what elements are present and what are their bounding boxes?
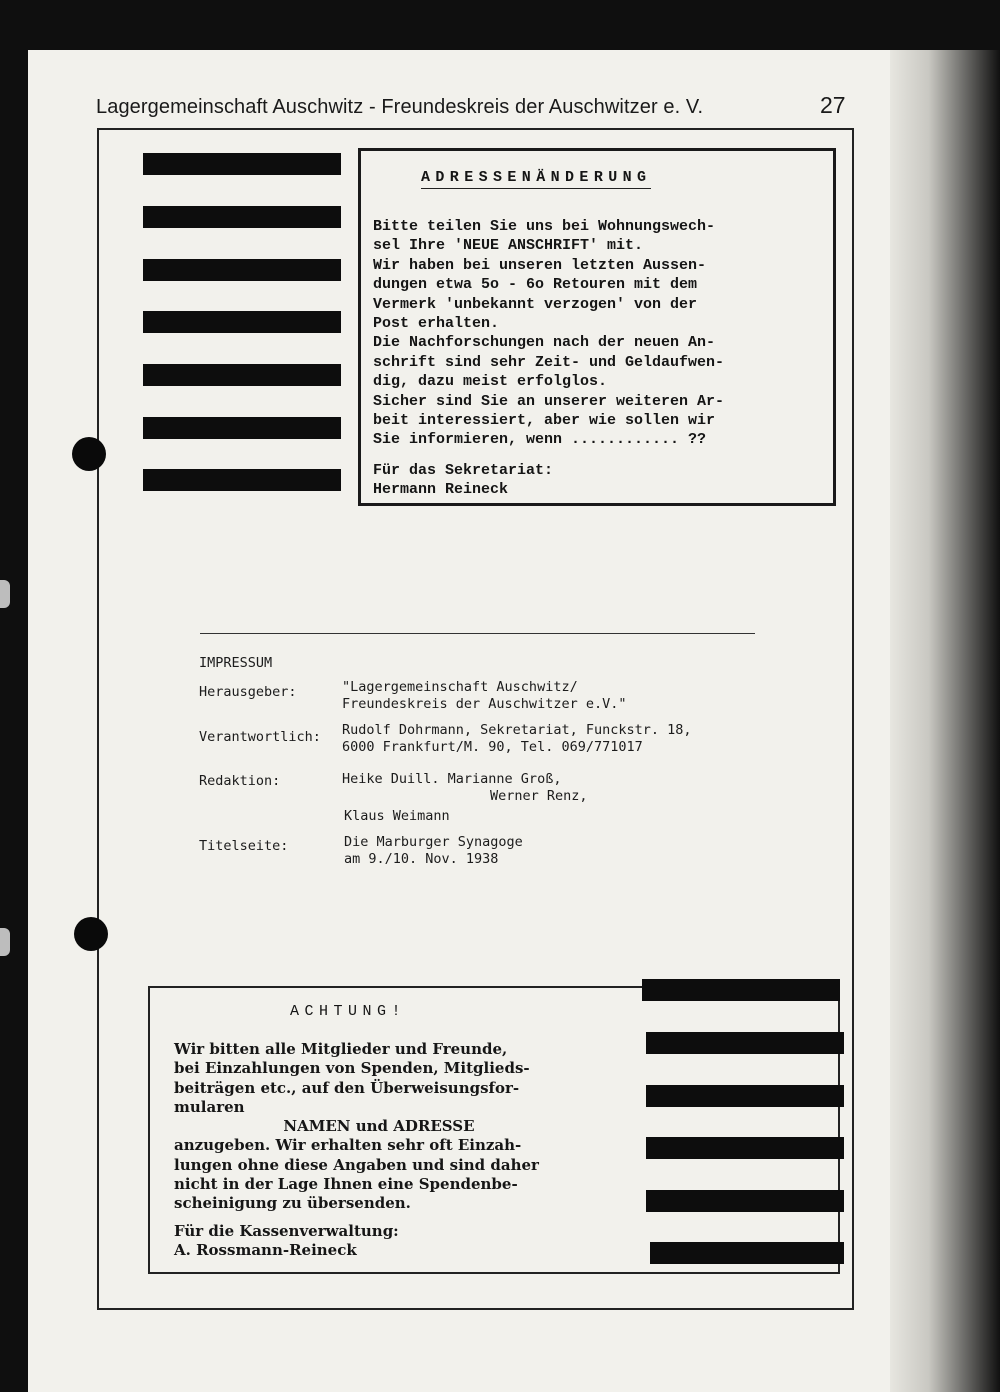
text-line: beit interessiert, aber wie sollen wir xyxy=(373,411,716,429)
redaction-bar xyxy=(642,979,840,1001)
publisher-value: Freundeskreis der Auschwitzer e.V." xyxy=(342,696,627,712)
redaction-bar xyxy=(143,364,341,386)
redaction-bar xyxy=(143,259,341,281)
notice-text xyxy=(174,1040,644,1260)
text-line: mularen xyxy=(174,1097,245,1116)
binder-tab xyxy=(0,928,10,956)
text-line: Die Nachforschungen nach der neuen An- xyxy=(373,334,716,352)
running-header: Lagergemeinschaft Auschwitz - Freundeskreis der Auschwitzer e. V. xyxy=(96,96,704,118)
text-line: dig, dazu meist erfolglos. xyxy=(373,373,608,391)
page-edge xyxy=(890,50,1000,1392)
address-change-text xyxy=(373,217,828,450)
text-line: bei Einzahlungen von Spenden, Mitglieds- xyxy=(174,1059,530,1078)
text-line: sel Ihre 'NEUE ANSCHRIFT' mit. xyxy=(373,237,644,255)
editorial-value: Werner Renz, xyxy=(490,788,588,804)
redaction-bar xyxy=(646,1032,844,1054)
page-number: 27 xyxy=(820,92,846,118)
text-line: Bitte teilen Sie uns bei Wohnungswech- xyxy=(373,218,716,235)
signature-name: A. Rossmann-Reineck xyxy=(174,1240,357,1259)
redaction-bar xyxy=(143,206,341,228)
punch-hole xyxy=(72,437,106,471)
publisher-label: Herausgeber: xyxy=(199,684,297,700)
redaction-bar xyxy=(143,417,341,439)
text-line: Sicher sind Sie an unserer weiteren Ar- xyxy=(373,392,725,410)
text-line: lungen ohne diese Angaben und sind daher xyxy=(174,1155,539,1174)
signature-name: Hermann Reineck xyxy=(373,481,509,498)
text-line: beiträgen etc., auf den Überweisungsfor- xyxy=(174,1078,520,1097)
cover-value: Die Marburger Synagoge xyxy=(344,834,523,850)
text-line: Post erhalten. xyxy=(373,314,500,332)
cover-label: Titelseite: xyxy=(199,838,289,854)
binder-tab xyxy=(0,580,10,608)
notice-title: ACHTUNG! xyxy=(290,1003,407,1020)
text-line: nicht in der Lage Ihnen eine Spendenbe- xyxy=(174,1175,518,1194)
redaction-bar xyxy=(143,311,341,333)
address-change-title: ADRESSENÄNDERUNG xyxy=(421,169,651,189)
impressum-heading: IMPRESSUM xyxy=(199,655,273,671)
redaction-bar xyxy=(143,469,341,491)
editorial-label: Redaktion: xyxy=(199,773,281,789)
responsible-value: Rudolf Dohrmann, Sekretariat, Funckstr. 18, xyxy=(342,722,692,738)
text-line: Vermerk 'unbekannt verzogen' von der xyxy=(373,295,698,313)
text-line: anzugeben. Wir erhalten sehr oft Einzah- xyxy=(174,1136,522,1155)
signature-label: Für das Sekretariat: xyxy=(373,462,554,479)
text-line: dungen etwa 5o - 6o Retouren mit dem xyxy=(373,276,698,294)
text-line: scheinigung zu übersenden. xyxy=(174,1194,411,1213)
address-change-box xyxy=(358,148,836,506)
impressum-rule xyxy=(200,633,755,634)
publisher-value: "Lagergemeinschaft Auschwitz/ xyxy=(342,679,578,695)
responsible-label: Verantwortlich: xyxy=(199,729,321,745)
redaction-bar xyxy=(646,1190,844,1212)
punch-hole xyxy=(74,917,108,951)
text-line: Sie informieren, wenn ............ ?? xyxy=(373,431,707,449)
cover-value: am 9./10. Nov. 1938 xyxy=(344,851,499,867)
redaction-bar xyxy=(143,153,341,175)
text-line: Wir bitten alle Mitglieder und Freunde, xyxy=(174,1040,508,1058)
text-line: NAMEN und ADRESSE xyxy=(283,1117,475,1136)
text-line: schrift sind sehr Zeit- und Geldaufwen- xyxy=(373,353,725,371)
editorial-value: Heike Duill. Marianne Groß, xyxy=(342,771,562,787)
redaction-bar xyxy=(646,1085,844,1107)
redaction-bar xyxy=(646,1137,844,1159)
responsible-value: 6000 Frankfurt/M. 90, Tel. 069/771017 xyxy=(342,739,643,755)
notice-box xyxy=(148,986,840,1274)
text-line: Wir haben bei unseren letzten Aussen- xyxy=(373,256,707,274)
redaction-bar xyxy=(650,1242,844,1264)
signature-label: Für die Kassenverwaltung: xyxy=(174,1221,399,1240)
editorial-value: Klaus Weimann xyxy=(344,808,450,824)
address-change-signature xyxy=(373,461,553,499)
